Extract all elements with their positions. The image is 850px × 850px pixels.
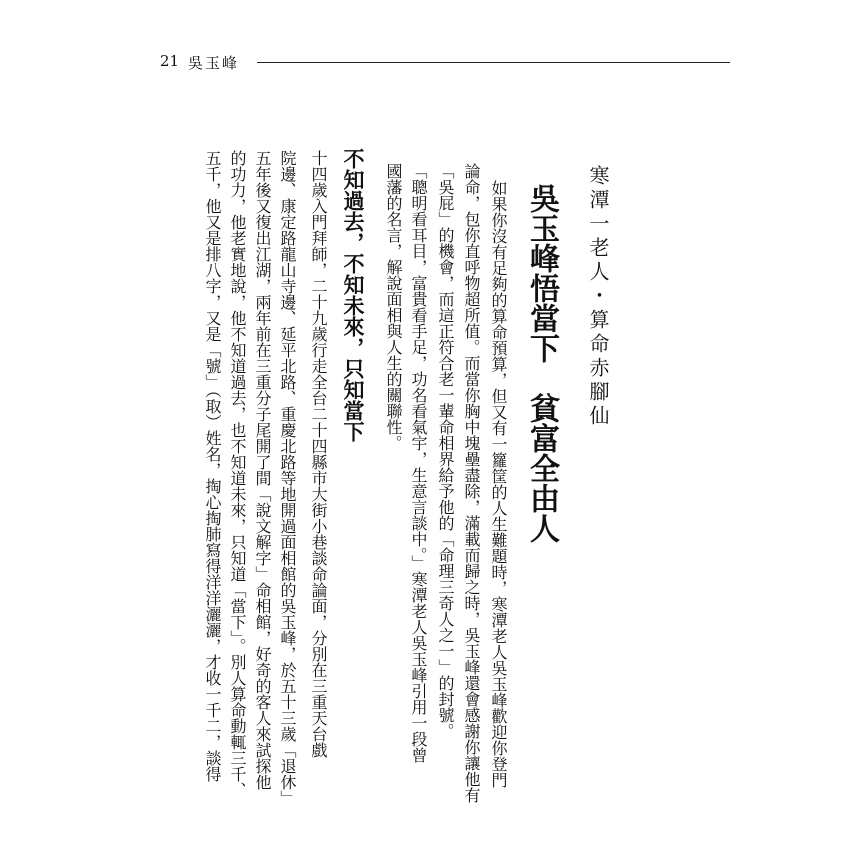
article-subtitle: 寒潭一老人・算命赤腳仙 (586, 165, 610, 429)
body-line: 的功力，他老實地說，他不知道過去，也不知道未來，只知道「當下」。別人算命動輒三千、 (228, 150, 247, 798)
article-title: 吳玉峰悟當下 貧富全由人 (524, 183, 559, 543)
section-subheading: 不知過去，不知未來，只知當下 (341, 148, 365, 442)
body-line: 十四歲入門拜師，二十九歲行走全台二十四縣市大街小巷談命論面，分別在三重天台戲 (309, 150, 328, 758)
intro-line: 「吳屁」的機會，而這正符合老一輩命相界給予他的「命理三奇人之一」的封號。 (436, 163, 455, 739)
intro-line: 如果你沒有足夠的算命預算，但又有一籮筐的人生難題時，寒潭老人吳玉峰歡迎你登門 (489, 180, 508, 788)
body-line: 五千，他又是排八字，又是「號」（取）姓名，掏心掏肺寫得洋洋灑灑，才收一千二，談得 (203, 150, 222, 782)
body-line: 院邊、康定路龍山寺邊、延平北路、重慶北路等地開過面相館的吳玉峰，於五十三歲「退休」 (278, 150, 297, 806)
page-number: 21 (160, 52, 180, 70)
header-rule (257, 62, 730, 63)
intro-line: 論命，包你直呼物超所值。而當你胸中塊壘盡除，滿載而歸之時，吳玉峰還會感謝你讓他有 (462, 163, 481, 803)
intro-line: 國藩的名言，解說面相與人生的關聯性。 (384, 163, 403, 451)
running-title: 吳玉峰 (188, 54, 240, 72)
body-line: 五年後又復出江湖，兩年前在三重分子尾開了間「說文解字」命相館，好奇的客人來試探他 (253, 150, 272, 790)
intro-line: 「聰明看耳目，富貴看手足，功名看氣宇，生意言談中。」寒潭老人吳玉峰引用一段曾 (409, 163, 428, 763)
